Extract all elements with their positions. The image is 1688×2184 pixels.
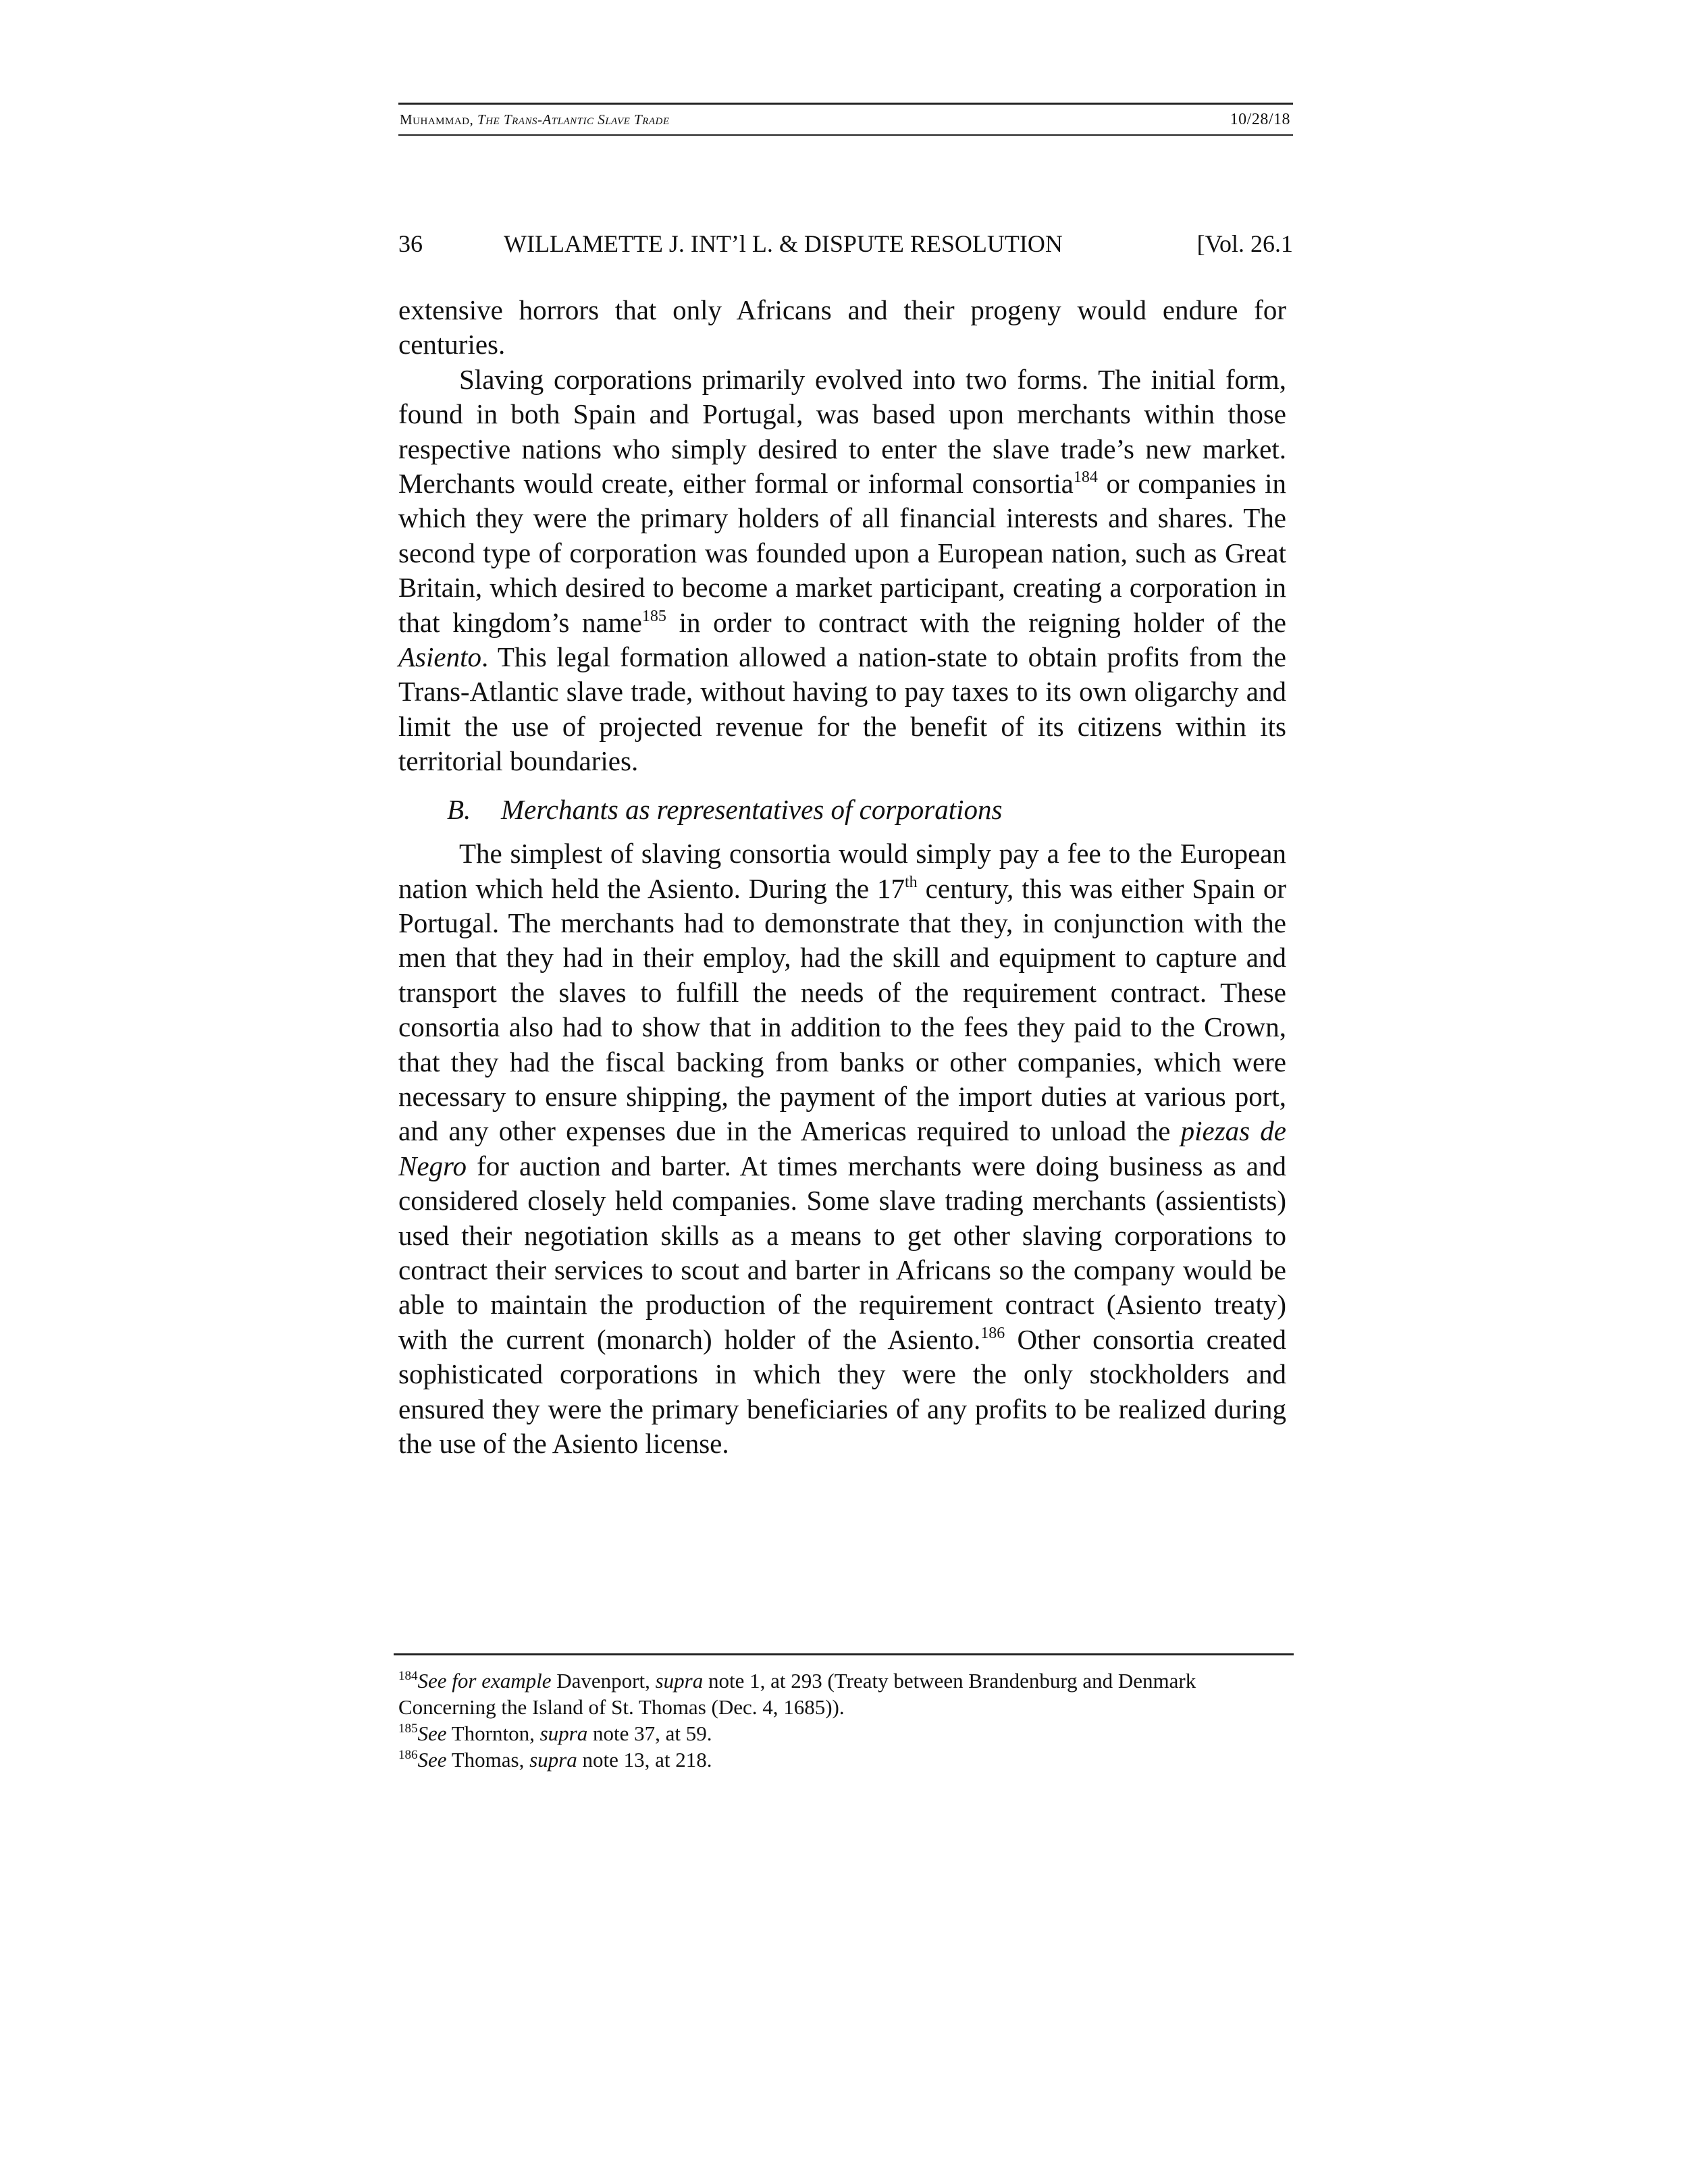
paragraph-merchants [398,836,1286,1461]
paragraph-text: The simplest of slaving consortia would simply pay a fee to the European nation which held the Asiento. During the 17 [398,838,1286,904]
page-header [398,230,1293,261]
italic-term-asiento: Asiento [398,641,481,673]
footnote-ref-185[interactable]: 185 [641,607,666,625]
page-number: 36 [398,230,423,257]
footnote-supra: supra [539,1722,588,1745]
footnote-text: note 1, at 293 (Treaty between Brandenburg and Denmark Concerning the Island of St. Thomas (Dec. 4, 1685)). [398,1669,1196,1719]
running-header-citation: Muhammad, The Trans-Atlantic Slave Trade [400,111,670,128]
paragraph-text: or companies in which they were the primary holders of all financial interests and shares. The second type of corporation was founded upon a European nation, such as Great Britain, which desired to become a market participant, creating a corporation in that kingdom’s name [398,468,1286,638]
paragraph-continuation: extensive horrors that only Africans and their progeny would endure for centuries. [398,294,1286,361]
footnote-text: note 37, at 59. [587,1722,712,1745]
footnote-supra: supra [529,1748,577,1772]
paragraph-text: Slaving corporations primarily evolved into two forms. The initial form, found in both Spain and Portugal, was based upon merchants within those respective nations who simply desired to enter the slave trade’s new market. Merchants would create, either formal or informal consortia [398,363,1286,500]
footnote-185 [398,1720,1293,1747]
footnote-signal: See [417,1748,447,1772]
body-text [398,293,1286,1461]
ordinal-superscript: th [905,873,918,891]
footnotes [398,1668,1293,1773]
footnote-text: Thornton, [446,1722,540,1745]
running-header [398,103,1293,136]
running-header-title: The Trans-Atlantic Slave Trade [477,111,670,128]
italic-term-piezas: piezas de Negro [398,1115,1286,1181]
footnote-text: Davenport, [551,1669,656,1693]
paragraph-text: . This legal formation allowed a nation-state to obtain profits from the Trans-Atlantic slave trade, without having to pay taxes to its own oligarchy and limit the use of projected revenue for the benefit of its citizens within its territorial boundaries. [398,641,1286,777]
journal-title: WILLAMETTE J. INT’l L. & DISPUTE RESOLUTION [504,230,1063,257]
footnote-divider [394,1653,1294,1655]
paragraph-text: for auction and barter. At times merchants were doing business as and considered closely held companies. Some slave trading merchants (assientists) used their negotiation skills as a means to get other slaving corporations to contract their services to scout and barter in Africans so the company would be able to maintain the production of the requirement contract (Asiento treaty) with the current (monarch) holder of the Asiento. [398,1150,1286,1355]
footnote-text: note 13, at 218. [577,1748,712,1772]
footnote-signal: See [417,1722,447,1745]
footnote-number: 185 [398,1722,418,1736]
section-heading-text: Merchants as representatives of corporations [501,793,1003,825]
running-header-date: 10/28/18 [1230,111,1290,128]
running-header-author: Muhammad [400,111,470,128]
footnote-number: 184 [398,1669,418,1683]
paragraph-slaving-corporations [398,363,1286,779]
paragraph-text: in order to contract with the reigning holder of the [666,606,1286,638]
footnote-186 [398,1747,1293,1773]
footnote-ref-184[interactable]: 184 [1073,469,1098,487]
section-heading-letter: B. [447,793,471,825]
paragraph-text: Other consortia created sophisticated corporations in which they were the only stockholders and ensured they were the primary beneficiaries of any profits to be realized during the use of the Asiento license. [398,1323,1286,1459]
footnote-184 [398,1668,1293,1720]
footnote-text: Thomas, [446,1748,530,1772]
paragraph-text: century, this was either Spain or Portugal. The merchants had to demonstrate that they, in conjunction with the men that they had in their employ, had the skill and equipment to capture and transport the slaves to fulfill the needs of the requirement contract. These consortia also had to show that in addition to the fees they paid to the Crown, that they had the fiscal backing from banks or other companies, which were necessary to ensure shipping, the payment of the import duties at various port, and any other expenses due in the Americas required to unload the [398,872,1286,1147]
volume-label: [Vol. 26.1 [1196,230,1293,257]
footnote-signal: See for example [417,1669,552,1693]
footnote-ref-186[interactable]: 186 [980,1324,1005,1342]
footnote-number: 186 [398,1748,418,1762]
footnote-supra: supra [655,1669,704,1693]
section-heading [398,793,1286,827]
